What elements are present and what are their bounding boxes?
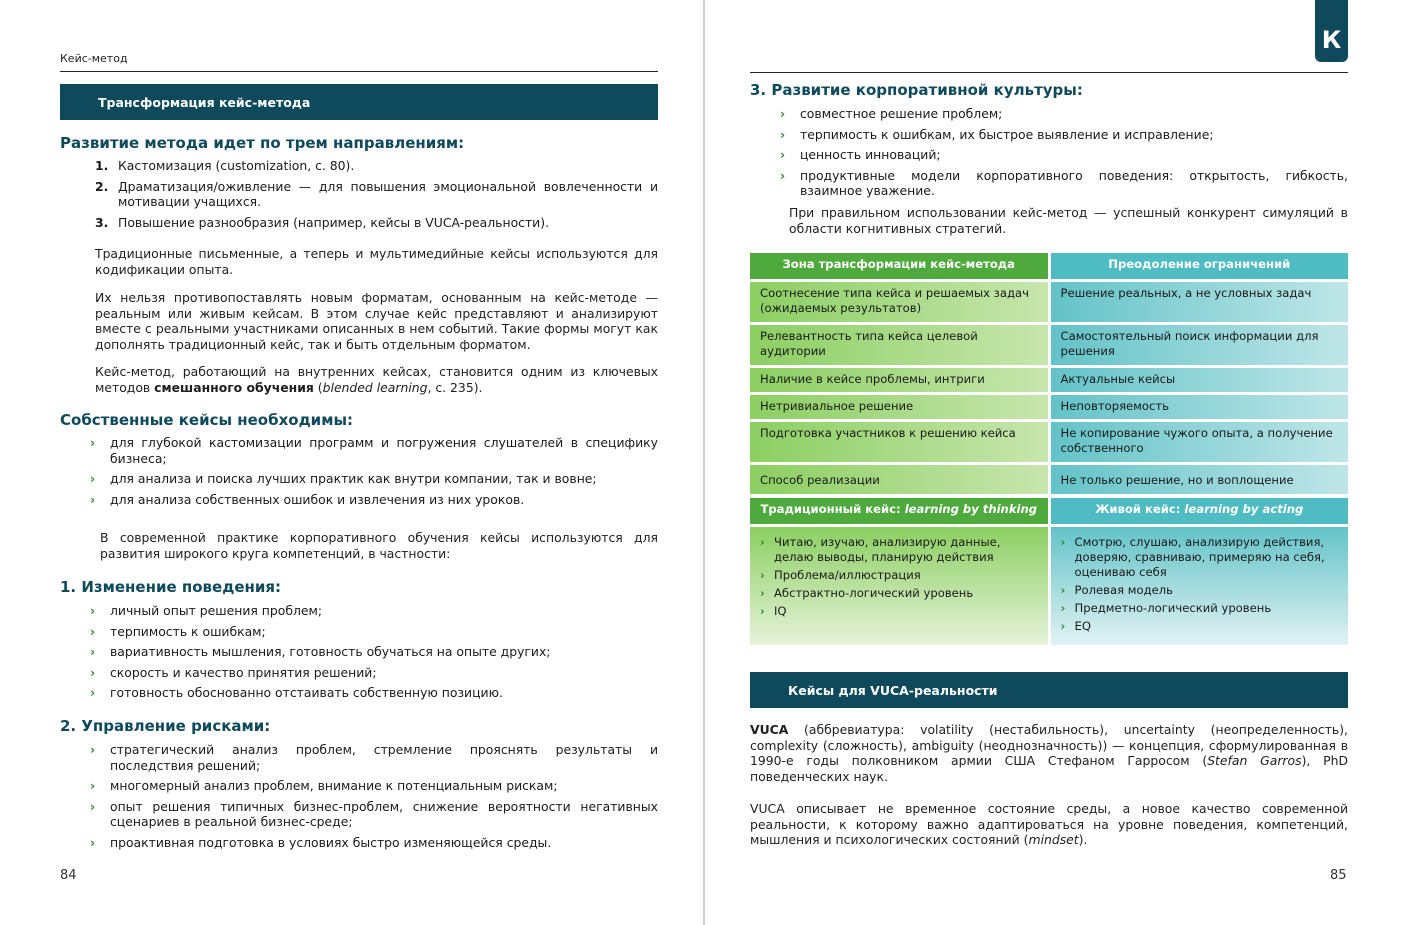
list-item: › терпимость к ошибкам;	[90, 623, 266, 639]
table-header-cell: Преодоление ограничений	[1051, 253, 1349, 279]
chevron-right-icon: ›	[760, 604, 765, 618]
section-band-title: Кейсы для VUCA-реальности	[788, 682, 998, 698]
table-row	[750, 422, 1348, 462]
list-item: › вариативность мышления, готовность обучаться на опыте других;	[90, 644, 551, 659]
chevron-right-icon: ›	[1060, 535, 1066, 549]
comparison-table	[750, 253, 1348, 648]
table-cell: Релевантность типа кейса целевой аудитории	[750, 325, 1048, 365]
chevron-right-icon: ›	[90, 603, 96, 618]
section-band	[60, 84, 658, 120]
chevron-right-icon: ›	[760, 535, 765, 549]
chapter-letter: К	[1321, 26, 1342, 54]
heading-directions: Развитие метода идет по трем направлениям:	[60, 134, 465, 152]
paragraph: При правильном использовании кейс-метод — успешный конкурент симуляций в области когнитивных стратегий.	[789, 205, 1348, 236]
own-cases-list	[90, 435, 658, 512]
section-band	[750, 672, 1348, 708]
chevron-right-icon: ›	[90, 644, 96, 659]
list-item: › Смотрю, слушаю, анализирую действия, доверяю, сравниваю, примеряю на себя, оцениваю себя	[1060, 535, 1325, 579]
list-item: › для глубокой кастомизации программ и погружения слушателей в специфику бизнеса;	[90, 435, 658, 466]
list-item: › для анализа и поиска лучших практик как внутри компании, так и вовне;	[90, 471, 597, 486]
table-row	[750, 368, 1348, 392]
risk-list	[90, 742, 658, 855]
table-header-cell: Живой кейс: learning by acting	[1051, 498, 1349, 524]
paragraph: Традиционные письменные, а теперь и мультимедийные кейсы используются для кодификации опыта.	[95, 246, 658, 277]
table-header-row	[750, 253, 1348, 279]
table-cell: Соотнесение типа кейса и решаемых задач (ожидаемых результатов)	[750, 282, 1048, 322]
table-cell: Не копирование чужого опыта, а получение собственного	[1051, 422, 1349, 462]
list-item: › IQ	[760, 604, 787, 618]
table-cell: Неповторяемость	[1051, 395, 1349, 419]
behavior-list	[90, 603, 658, 706]
table-cell	[750, 527, 1048, 645]
paragraph: Кейс-метод, работающий на внутренних кейсах, становится одним из ключевых методов смешанного обучения (blended learning, с. 235).	[95, 364, 658, 395]
chevron-right-icon: ›	[90, 435, 96, 450]
chevron-right-icon: ›	[90, 742, 96, 757]
chevron-right-icon: ›	[90, 623, 96, 639]
chevron-right-icon: ›	[760, 568, 765, 582]
list-item: › Проблема/иллюстрация	[760, 568, 921, 582]
chevron-right-icon: ›	[780, 167, 786, 183]
paragraph: Их нельзя противопоставлять новым форматам, основанным на кейс-методе — реальным или живым кейсам. В этом случае кейс представляют и анализируют вместе с реальными участниками описанных в нем событий. Такие формы могут как дополнять традиционный кейс, так и быть отдельным форматом.	[95, 290, 658, 352]
table-cell: Не только решение, но и воплощение	[1051, 465, 1349, 494]
list-item: › стратегический анализ проблем, стремление прояснять результаты и последствия решений;	[90, 742, 658, 773]
list-item: 2. Драматизация/оживление — для повышения эмоциональной вовлеченности и мотивации учащихся.	[95, 178, 658, 209]
chevron-right-icon: ›	[1060, 619, 1066, 633]
chevron-right-icon: ›	[780, 147, 786, 162]
table-cell: Нетривиальное решение	[750, 395, 1048, 419]
list-item: › EQ	[1060, 619, 1091, 633]
table-cell: Актуальные кейсы	[1051, 368, 1349, 392]
chevron-right-icon: ›	[90, 664, 96, 680]
list-item: 3. Повышение разнообразия (например, кейсы в VUCA-реальности).	[95, 214, 550, 230]
live-case-list	[1061, 535, 1339, 634]
table-row	[750, 395, 1348, 419]
list-item: › Читаю, изучаю, анализирую данные, делаю выводы, планирую действия	[760, 535, 1001, 564]
list-item: › личный опыт решения проблем;	[90, 603, 323, 618]
table-cell: Способ реализации	[750, 465, 1048, 494]
running-head: Кейс-метод	[60, 52, 128, 65]
table-row	[750, 282, 1348, 322]
table-cell: Подготовка участников к решению кейса	[750, 422, 1048, 462]
paragraph: VUCA описывает не временное состояние среды, а новое качество современной реальности, к которому важно адаптироваться на уровне поведения, компетенций, мышления и психологических состояний (mindset).	[750, 801, 1348, 847]
table-cell: Самостоятельный поиск информации для решения	[1051, 325, 1349, 365]
list-item: › Предметно-логический уровень	[1060, 601, 1272, 615]
chevron-right-icon: ›	[90, 798, 96, 814]
paragraph: VUCA (аббревиатура: volatility (нестабильность), uncertainty (неопределенность), complexity (сложность), ambiguity (неоднозначность)) — концепция, сформулированная в 1990-е годы полковником армии США Стефаном Гарросом (Stefan Garros), PhD поведенческих наук.	[750, 722, 1348, 784]
chevron-right-icon: ›	[1060, 583, 1066, 597]
chevron-right-icon: ›	[90, 471, 96, 486]
table-row	[750, 527, 1348, 645]
table-row	[750, 325, 1348, 365]
list-item: › Ролевая модель	[1060, 583, 1173, 597]
culture-list	[780, 106, 1348, 204]
table-cell: Решение реальных, а не условных задач	[1051, 282, 1349, 322]
chevron-right-icon: ›	[1060, 601, 1066, 615]
list-item: 1. Кастомизация (customization, с. 80).	[95, 158, 355, 173]
table-row	[750, 465, 1348, 494]
list-item: › совместное решение проблем;	[780, 106, 1003, 121]
list-item: › для анализа собственных ошибок и извлечения из них уроков.	[90, 491, 525, 507]
chevron-right-icon: ›	[780, 106, 786, 121]
table-subheader-row	[750, 498, 1348, 524]
list-item: › ценность инноваций;	[780, 147, 941, 162]
traditional-case-list	[760, 535, 1038, 619]
table-cell	[1051, 527, 1349, 645]
chevron-right-icon: ›	[760, 586, 765, 600]
header-rule	[60, 71, 658, 72]
chapter-tab	[1315, 0, 1348, 62]
table-header-cell: Зона трансформации кейс-метода	[750, 253, 1048, 279]
heading-risk: 2. Управление рисками:	[60, 717, 271, 735]
chevron-right-icon: ›	[780, 126, 786, 142]
list-item: › продуктивные модели корпоративного поведения: открытость, гибкость, взаимное уважение.	[780, 167, 1348, 198]
page-number: 85	[1330, 868, 1347, 883]
list-item: › скорость и качество принятия решений;	[90, 664, 377, 680]
chevron-right-icon: ›	[90, 778, 96, 793]
table-cell: Наличие в кейсе проблемы, интриги	[750, 368, 1048, 392]
heading-behavior: 1. Изменение поведения:	[60, 578, 281, 596]
page-number: 84	[60, 868, 77, 883]
list-item: › терпимость к ошибкам, их быстрое выявление и исправление;	[780, 126, 1214, 142]
list-item: › проактивная подготовка в условиях быстро изменяющейся среды.	[90, 834, 552, 850]
list-item: › многомерный анализ проблем, внимание к потенциальным рискам;	[90, 778, 558, 793]
chevron-right-icon: ›	[90, 491, 96, 507]
directions-list	[95, 158, 658, 235]
paragraph: В современной практике корпоративного обучения кейсы используются для развития широкого круга компетенций, в частности:	[100, 530, 658, 561]
list-item: › опыт решения типичных бизнес-проблем, снижение вероятности негативных сценариев в реальной бизнес-среде;	[90, 798, 658, 829]
chevron-right-icon: ›	[90, 834, 96, 850]
heading-culture: 3. Развитие корпоративной культуры:	[750, 81, 1083, 99]
list-item: › готовность обоснованно отстаивать собственную позицию.	[90, 685, 503, 700]
chevron-right-icon: ›	[90, 685, 96, 700]
table-header-cell: Традиционный кейс: learning by thinking	[750, 498, 1048, 524]
list-item: › Абстрактно-логический уровень	[760, 586, 974, 600]
section-band-title: Трансформация кейс-метода	[98, 94, 311, 110]
left-page	[0, 0, 703, 925]
right-page	[705, 0, 1410, 925]
header-rule	[750, 72, 1348, 73]
heading-own-cases: Собственные кейсы необходимы:	[60, 411, 354, 429]
